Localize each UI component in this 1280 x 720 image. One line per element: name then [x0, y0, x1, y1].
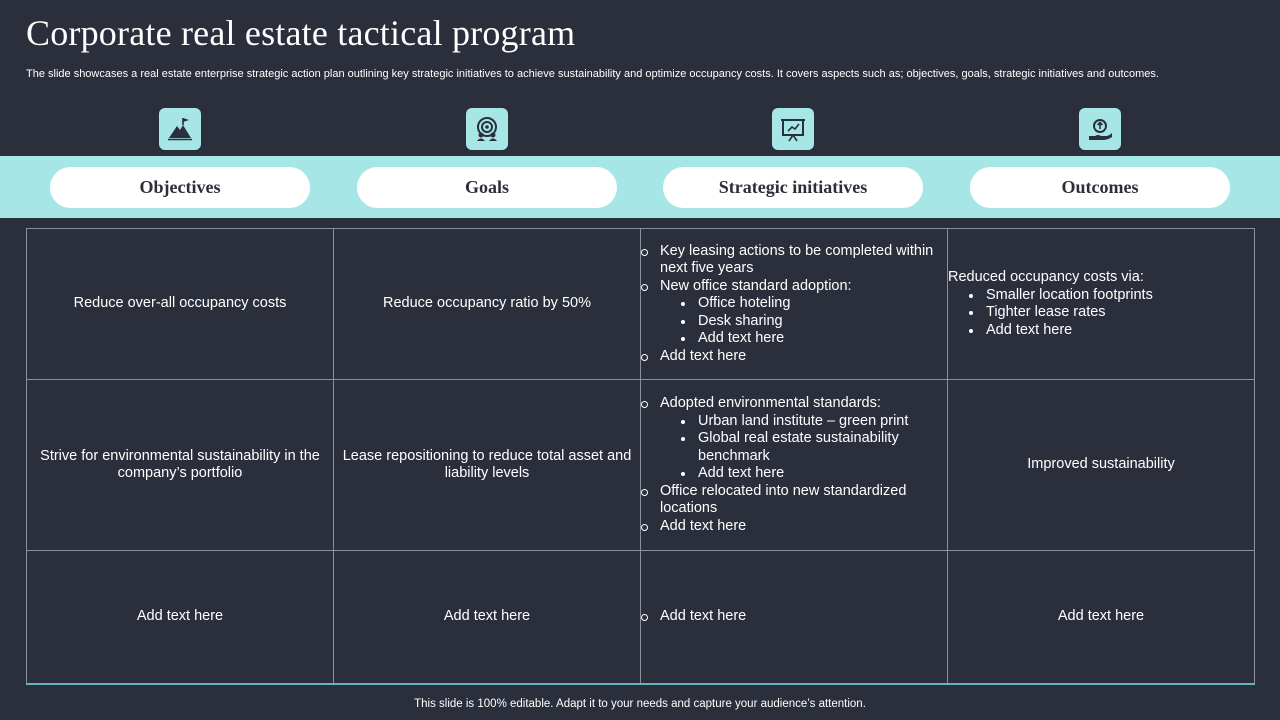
target-people-icon	[473, 115, 501, 143]
page-subtitle: The slide showcases a real estate enterprise strategic action plan outlining key strategic initiatives to achieve sustainability and optimize occupancy costs. It covers aspects such as; objectives, goals, strategic initiatives and outcomes.	[26, 68, 1159, 80]
initiatives-cell	[641, 229, 948, 380]
mountain-flag-icon	[166, 115, 194, 143]
initiatives-cell	[641, 380, 948, 551]
header-objectives: Objectives	[50, 167, 310, 208]
objective-cell: Reduce over-all occupancy costs	[27, 229, 334, 380]
table-row	[27, 551, 1255, 684]
initiatives-cell	[641, 551, 948, 684]
list-item: Add text here	[967, 322, 1254, 340]
list-item: New office standard adoption: Office hoteling Desk sharing Add text here	[641, 278, 947, 348]
table-row	[27, 229, 1255, 380]
header-strategic-initiatives: Strategic initiatives	[663, 167, 923, 208]
header-outcomes: Outcomes	[970, 167, 1230, 208]
list-item: Urban land institute – green print	[679, 413, 947, 431]
table-row	[27, 380, 1255, 551]
goal-cell: Lease repositioning to reduce total asset and liability levels	[334, 380, 641, 551]
page-title: Corporate real estate tactical program	[26, 13, 576, 53]
list-item: Office hoteling	[679, 295, 947, 313]
list-item: Add text here	[641, 348, 947, 366]
objective-cell: Add text here	[27, 551, 334, 684]
list-item: Add text here	[641, 608, 947, 626]
hand-growth-icon	[1086, 115, 1114, 143]
list-item: Add text here	[641, 518, 947, 536]
list-item: Global real estate sustainability benchmark	[679, 430, 947, 465]
list-item: Office relocated into new standardized locations	[641, 483, 947, 518]
list-item: Desk sharing	[679, 313, 947, 331]
list-item: Tighter lease rates	[967, 304, 1254, 322]
icon-box-goals	[466, 108, 508, 150]
header-goals: Goals	[357, 167, 617, 208]
list-item: Add text here	[679, 330, 947, 348]
list-item: Adopted environmental standards: Urban land institute – green print Global real estate sustainability benchmark Add text here	[641, 395, 947, 483]
outcome-intro: Reduced occupancy costs via:	[948, 269, 1144, 285]
outcome-cell: Improved sustainability	[948, 380, 1255, 551]
goal-cell: Reduce occupancy ratio by 50%	[334, 229, 641, 380]
outcome-cell	[948, 229, 1255, 380]
goal-cell: Add text here	[334, 551, 641, 684]
list-item: Add text here	[679, 465, 947, 483]
icon-box-objectives	[159, 108, 201, 150]
footer-note: This slide is 100% editable. Adapt it to your needs and capture your audience’s attention.	[414, 698, 866, 710]
icon-box-initiatives	[772, 108, 814, 150]
icon-box-outcomes	[1079, 108, 1121, 150]
list-item: Smaller location footprints	[967, 287, 1254, 305]
objective-cell: Strive for environmental sustainability in the company’s portfolio	[27, 380, 334, 551]
list-item: Key leasing actions to be completed within next five years	[641, 243, 947, 278]
program-table	[26, 228, 1255, 685]
outcome-cell: Add text here	[948, 551, 1255, 684]
presentation-board-icon	[779, 115, 807, 143]
